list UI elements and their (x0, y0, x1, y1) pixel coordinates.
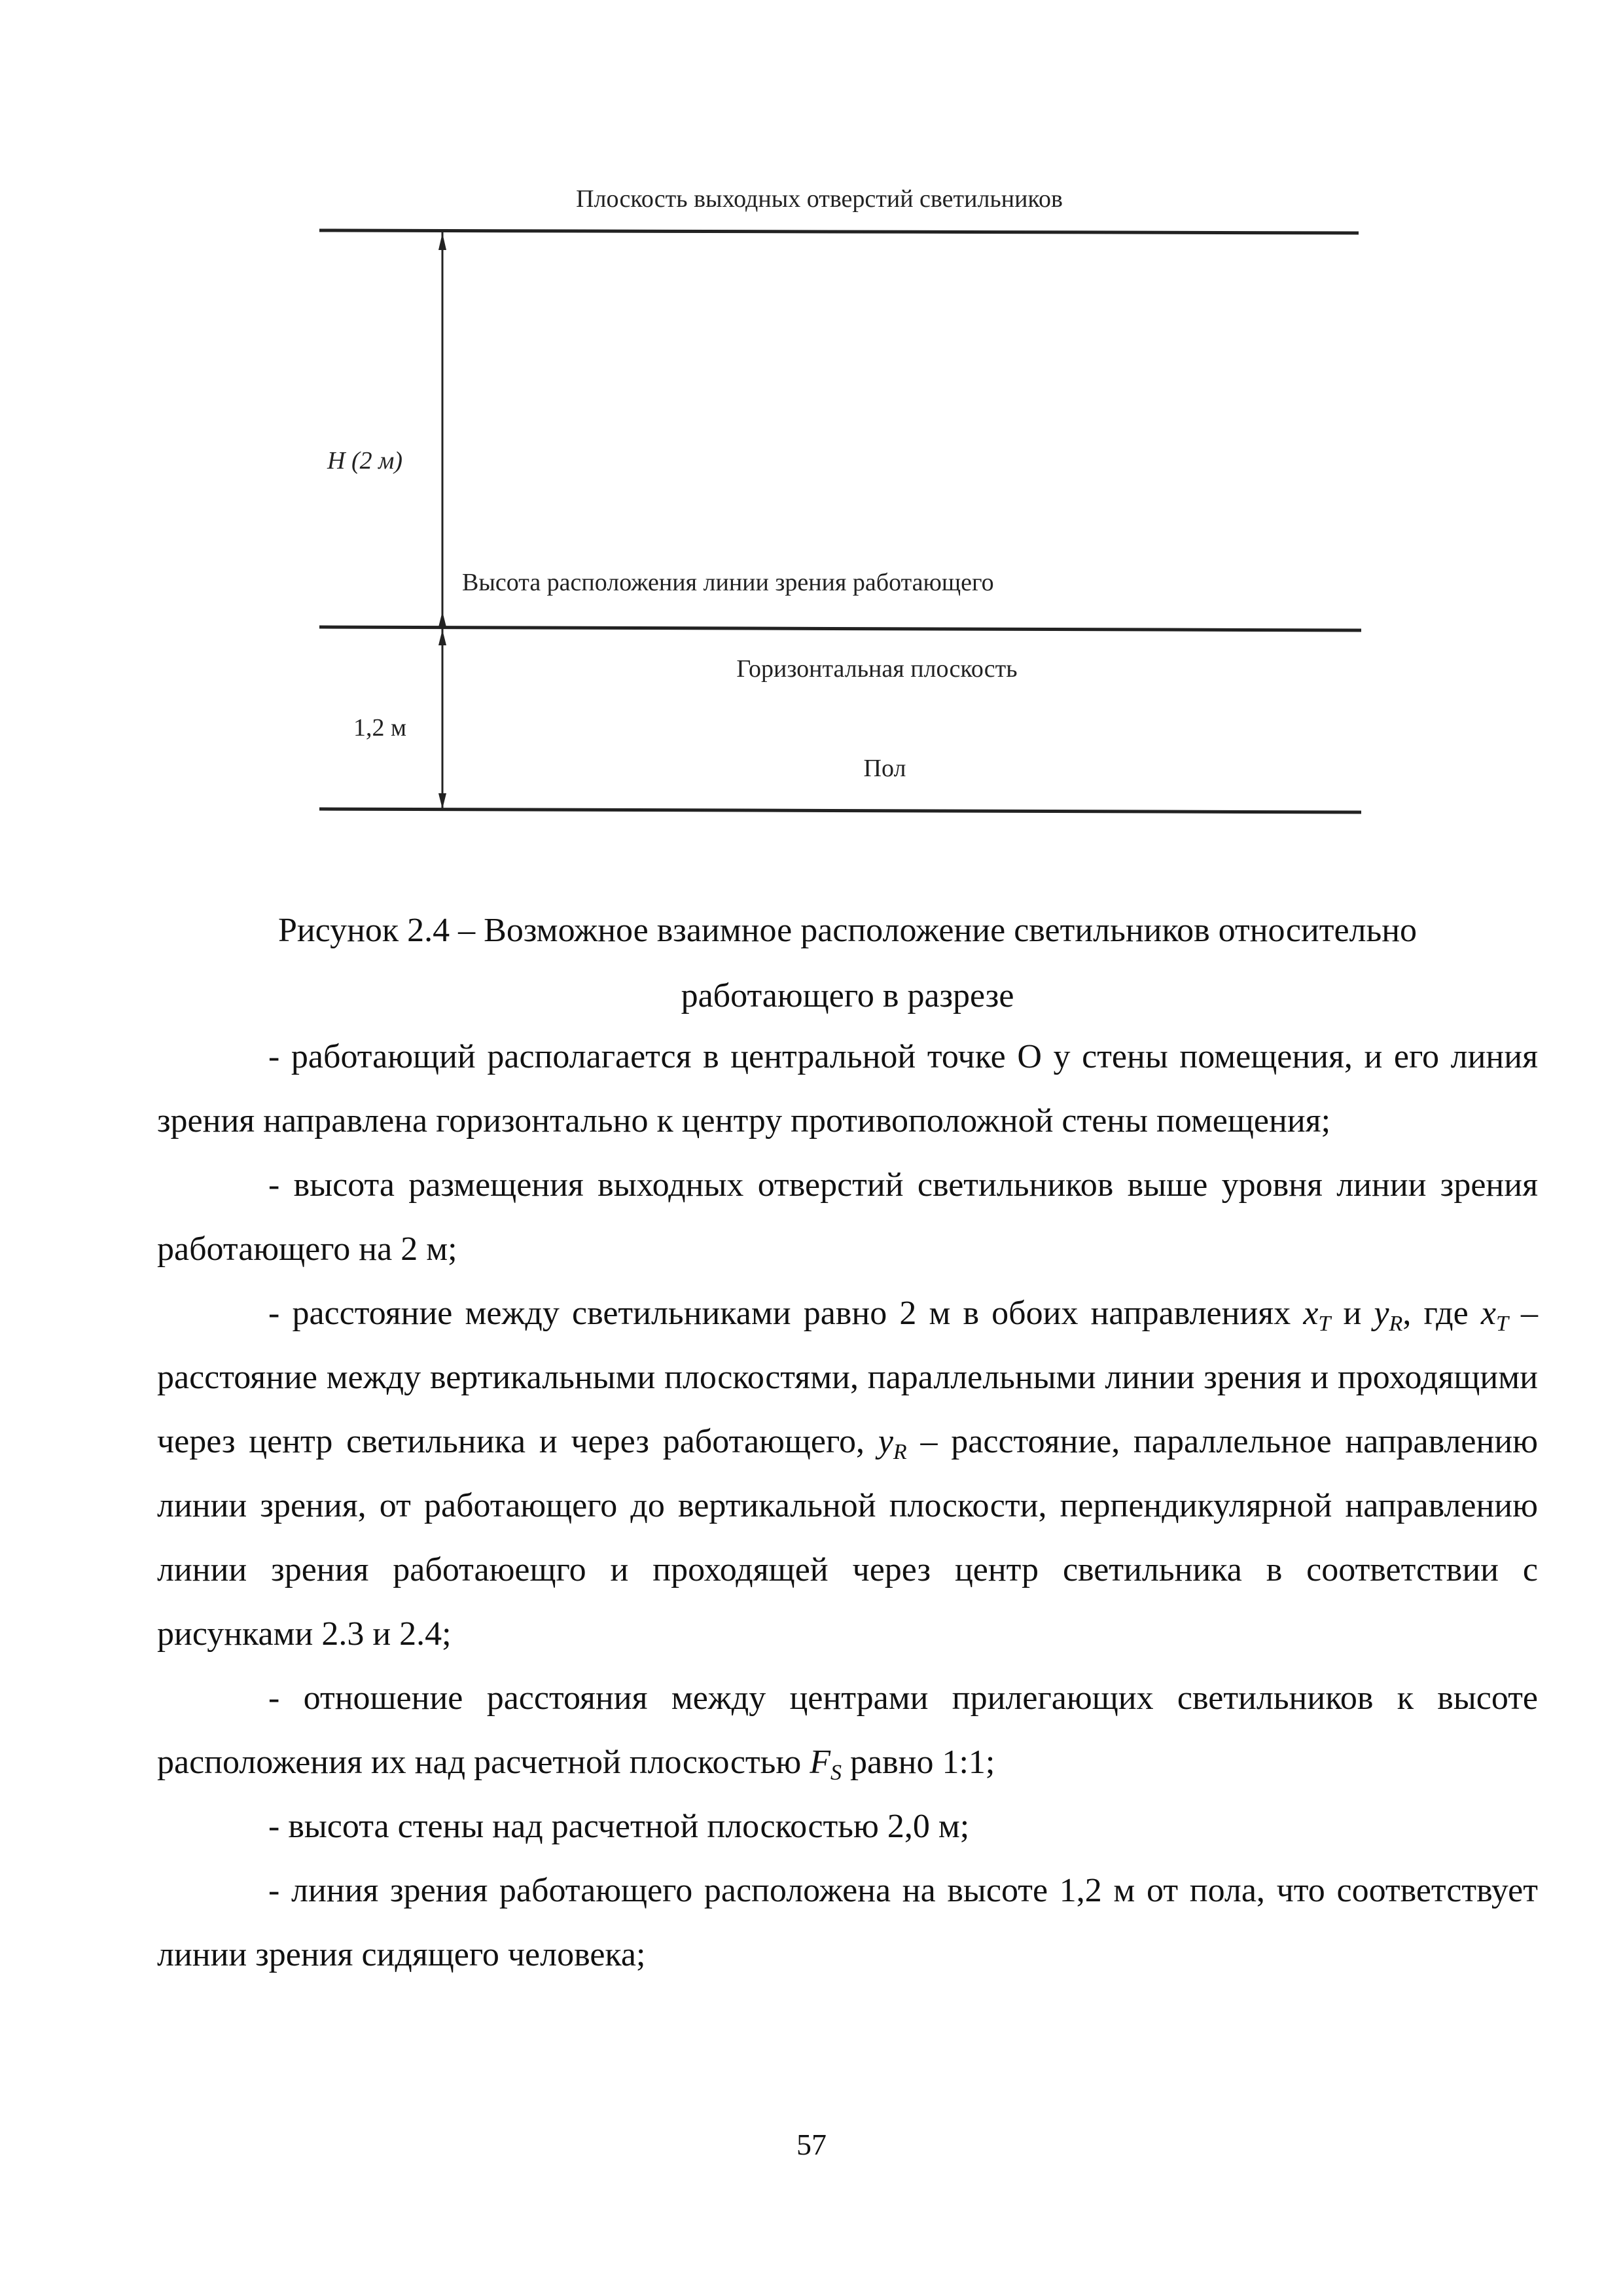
arrow-top (438, 233, 446, 250)
diagram-lines (0, 0, 1623, 851)
body-text (157, 1025, 1538, 1987)
yr-symbol-2: $y_R$ (878, 1423, 907, 1464)
xt-symbol-2: $x_T$ (1480, 1295, 1508, 1336)
paragraph-3-part-d: – расстояние между вертикальными плоскостями, параллельными линии зрения и проходящими через центр светильника и через работающего, (157, 1295, 1539, 1460)
floor-label: Пол (863, 755, 906, 782)
section-diagram (0, 0, 1623, 851)
luminaire-plane-line (319, 230, 1359, 233)
paragraph-1: - работающий располагается в центральной точке О у стены помещения, и его линия зрения направлена горизонтально к центру противоположной стены помещения; (157, 1038, 1538, 1139)
h-dimension-label: H (2 м) (327, 447, 403, 475)
xt-symbol: $x_Т$ (1303, 1295, 1331, 1336)
arrow-eye-down (438, 630, 446, 645)
eye-level-line (319, 627, 1361, 630)
fs-symbol: $F_S$ (810, 1744, 842, 1785)
paragraph-3-part-b: и (1330, 1295, 1374, 1332)
paragraph-3-part-c: , где (1402, 1295, 1481, 1332)
paragraph-6: - линия зрения работающего расположена на высоте 1,2 м от пола, что соответствует линии зрения сидящего человека; (157, 1872, 1538, 1973)
floor-line (319, 809, 1361, 812)
paragraph-4 (157, 1666, 1538, 1795)
paragraph-3 (157, 1282, 1538, 1666)
paragraph-4-part-b: равно 1:1; (841, 1744, 995, 1781)
arrow-eye-up (438, 611, 446, 627)
eye-level-label: Высота расположения линии зрения работающего (462, 569, 994, 596)
paragraph-3-part-e: – расстояние, параллельное направлению линии зрения, от работающего до вертикальной плоскости, перпендикулярной направлению линии зрения работаюещго и проходящей через центр светильника в соответствии с рисунками 2.3 и 2.4; (157, 1423, 1539, 1653)
luminaire-plane-label: Плоскость выходных отверстий светильников (576, 185, 1063, 213)
paragraph-3-part-a: - расстояние между светильниками равно 2 м в обоих направлениях (268, 1295, 1304, 1332)
figure-caption-line1: Рисунок 2.4 – Возможное взаимное расположение светильников относительно (277, 912, 1418, 949)
yr-symbol: $y_R$ (1374, 1295, 1403, 1336)
figure-caption-line2: работающего в разрезе (681, 977, 1014, 1014)
horizontal-plane-label: Горизонтальная плоскость (736, 655, 1018, 683)
lower-dimension-label: 1,2 м (353, 714, 407, 742)
paragraph-2: - высота размещения выходных отверстий светильников выше уровня линии зрения работающего на 2 м; (157, 1166, 1538, 1268)
arrow-floor (438, 793, 446, 809)
paragraph-5: - высота стены над расчетной плоскостью 2,0 м; (268, 1808, 970, 1845)
page-number: 57 (796, 2128, 827, 2161)
paragraph-4-part-a: - отношение расстояния между центрами прилегающих светильников к высоте расположения их над расчетной плоскостью (157, 1679, 1538, 1781)
